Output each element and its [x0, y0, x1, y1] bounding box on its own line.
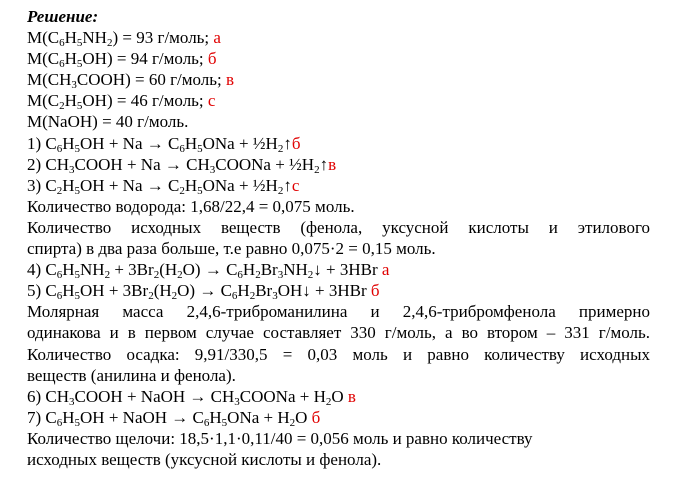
alkali-line-1: Количество щелочи: 18,5·1,1·0,11/40 = 0,056 моль и равно количеству — [27, 428, 533, 448]
tag-s: с — [291, 175, 300, 195]
alkali-line-2: исходных веществ (уксусной кислоты и фенола). — [27, 449, 382, 469]
molar-mass-aniline: $M(C_6H_5NH_2) = 93$ г/моль; а — [27, 28, 221, 50]
tag-b: б — [370, 281, 380, 301]
precipitate-line-2: веществ (анилина и фенола). — [27, 365, 236, 385]
reaction-7: 7) $C_6H_5OH$ + NaOH → $C_6H_5ONa + H_2O$ б — [27, 407, 321, 429]
reaction-3: 3) $C_2H_5OH + Na \to C_2H_5ONa$ + $\frac{1}{2}H_2↑с$ — [27, 175, 300, 197]
precipitate-line-1: Количество осадка: 9,91/330,5 = 0,03 моль и равно количеству исходных — [27, 344, 650, 364]
reaction-2: 2) $CH_3COOH + Na$ → $CH_3COONa$ + $\frac{1}{2}H_2↑в$ — [27, 154, 337, 176]
reaction-4: 4) $C_6H_5NH_2 + 3Br_2(H_2O)$ → $C_6H_2Br_3NH_2↓ + 3HBr$ а — [27, 260, 390, 282]
tag-a: а — [381, 260, 390, 280]
tag-v: в — [328, 154, 337, 174]
hydrogen-amount: Количество водорода: 1,68/22,4 = 0,075 моль. — [27, 196, 355, 216]
initial-amount-line-2: спирта) в два раза больше, т.е равно 0,075·2 = 0,15 моль. — [27, 239, 436, 259]
molar-mass-line-1: Молярная масса 2,4,6-триброманилина и 2,4,6-трибромфенола примерно — [27, 302, 650, 322]
molar-mass-line-2: одинакова и в первом случае составляет 330 г/моль, а во втором – 331 г/моль. — [27, 323, 650, 343]
tag-b: б — [207, 49, 217, 69]
reaction-1: 1) $C_6H_5OH + Na \to C_6H_5ONa$ + $\frac{1}{2}H_2↑б$ — [27, 133, 301, 155]
molar-mass-acetic-acid: $M(CH_3COOH) = 60$ г/моль; в — [27, 70, 235, 92]
tag-v: в — [347, 386, 356, 406]
molar-mass-ethanol: $M(C_2H_5OH) = 46$ г/моль; с — [27, 91, 216, 113]
molar-mass-phenol: $M(C_6H_5OH) = 94$ г/моль; б — [27, 49, 217, 71]
reaction-6: 6) $CH_3COOH$ + NaOH → $CH_3COONa + H_2O$ в — [27, 386, 356, 408]
solution-heading: Решение: — [27, 7, 99, 26]
tag-a: а — [213, 28, 221, 48]
reaction-5: 5) $C_6H_5OH + 3Br_2(H_2O)$ → $C_6H_2Br_3OH↓ + 3HBr$ б — [27, 281, 380, 303]
tag-b: б — [311, 407, 321, 427]
molar-mass-naoh: M(NaOH) = 40 г/моль. — [27, 112, 189, 132]
tag-v: в — [226, 70, 235, 90]
tag-b: б — [291, 133, 301, 153]
tag-s: с — [207, 91, 216, 111]
initial-amount-line-1: Количество исходных веществ (фенола, уксусной кислоты и этилового — [27, 217, 650, 237]
